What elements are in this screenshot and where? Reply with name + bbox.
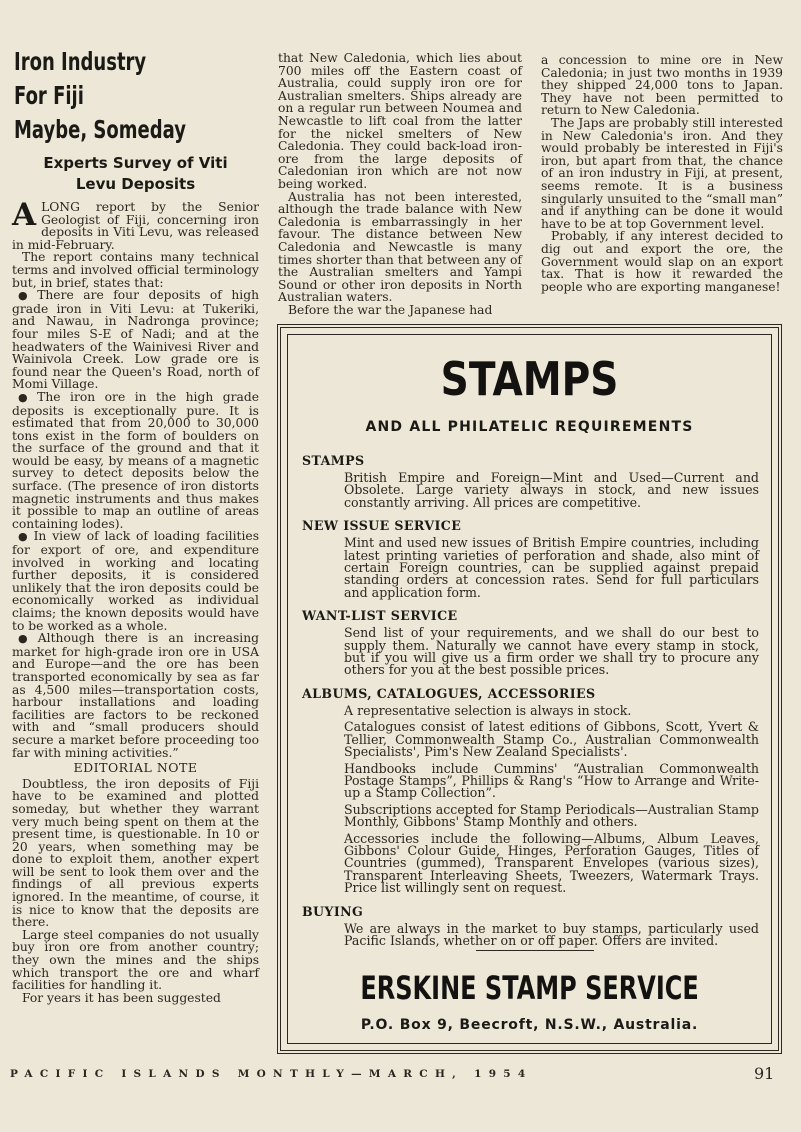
article-column-3 [541,54,783,293]
bullet-icon: ● [18,390,34,404]
ad-section-heading: STAMPS [302,453,365,468]
article-subhead [12,153,259,195]
ad-section-heading: BUYING [302,903,364,919]
ad-section-text: British Empire and Foreign—Mint and Used—Current and Obsolete. Large variety always in stock, and new issues constantly arriving. All prices are competitive. [344,470,759,510]
column-3-body [541,54,783,293]
bullet-paragraph [12,632,259,759]
page-footer-publication: PACIFIC ISLANDS MONTHLY—MARCH, 1954 [10,1068,533,1080]
bullet-text: In view of lack of loading facilities for export of ore, and expenditure involved in working and locating further deposits, it is considered unlikely that the iron deposits could be economically worked as individual claims; the known deposits would have to be worked as a whole. [12,529,259,633]
drop-cap: A [12,197,37,233]
ad-section-heading: NEW ISSUE SERVICE [302,518,462,534]
article-column-1 [12,46,259,1004]
paragraph: The Japs are probably still interested in New Caledonia's iron. And they would probably be interested in Fiji's iron, but apart from that, the chance of an iron industry in Fiji, at present, seems remote. It is a business singularly unsuited to the “small man” and if anything can be done it would have to be at top Government level. [541,115,783,231]
paragraph: a concession to mine ore in New Caledonia; in just two months in 1939 they shipped 24,000 tons to Japan. They have not been permitted to return to New Caledonia. [541,53,783,118]
ad-inner-border [287,334,772,1044]
ad-subtitle: AND ALL PHILATELIC REQUIREMENTS [365,419,694,435]
lead-paragraph [12,197,259,252]
bullet-text: The iron ore in the high grade deposits is exceptionally pure. It is estimated that from 20,000 to 30,000 tons exist in the form of boulders on the surface of the ground and that it would be easy, by means of a magnetic survey to detect deposits below the surface. (The presence of iron distorts magnetic instruments and thus makes it possible to map an outline of areas containing lodes). [12,389,259,531]
ad-section-text: Catalogues consist of latest editions of Gibbons, Scott, Yvert & Tellier, Commonwealth Stamp Co., Australian Commonwealth Specialists', Pim's New Zealand Specialists'. [344,719,759,760]
ad-section-text: Subscriptions accepted for Stamp Periodicals—Australian Stamp Monthly, Gibbons' Stamp Monthly and others. [344,801,759,830]
subhead-line-2: Levu Deposits [75,175,196,193]
editorial-note-heading: EDITORIAL NOTE [73,760,198,776]
bullet-paragraph [12,530,259,632]
article-column-2 [278,52,522,316]
ad-section [302,904,759,948]
bullet-text: Although there is an increasing market for high-grade iron ore in USA and Europe—and the ore has been transported economically by sea as far as 4,500 miles—transportation costs, harbour installations and loading facilities are factors to be reckoned with and “small producers should secure a market before proceeding too far with mining activities.” [12,631,259,760]
headline-line-3: Maybe, Someday [14,115,186,144]
ad-section-heading: ALBUMS, CATALOGUES, ACCESSORIES [302,685,596,701]
ad-title [288,353,771,405]
paragraph: Doubtless, the iron deposits of Fiji have to be examined and plotted someday, but whether they warrant very much being spent on them at the present time, is questionable. In 10 or 20 years, when something may be done to exploit them, another expert will be sent to look them over and the findings of all previous experts ignored. In the meantime, of course, it is nice to know that the deposits are there. [12,776,259,930]
paragraph: Probably, if any interest decided to dig out and export the ore, the Government would slap on an export tax. That is how it rewarded the people who are exporting manganese! [541,229,783,294]
ad-section-heading: WANT-LIST SERVICE [302,608,458,624]
bullet-paragraph [12,391,259,531]
headline-line-2: For Fiji [14,81,84,110]
paragraph: Before the war the Japanese had [288,302,493,317]
ad-section-text: We are always in the market to buy stamps, particularly used Pacific Islands, whether on or off paper. Offers are invited. [344,920,759,948]
ad-section-text: Send list of your requirements, and we shall do our best to supply them. Naturally we cannot have every stamp in stock, but if you will give us a firm order we shall try to procure any others for you at the best possible prices. [344,625,759,678]
ad-brand [288,969,771,1007]
ad-title-text: STAMPS [440,352,619,406]
subhead-line-1: Experts Survey of Viti [43,154,228,172]
ad-section [302,608,759,677]
bullet-icon: ● [18,530,30,544]
column-2-body [278,52,522,316]
ad-section-text: A representative selection is always in stock. [344,702,632,718]
page-number: 91 [754,1064,775,1083]
ad-brand-text: ERSKINE STAMP SERVICE [360,969,699,1007]
headline-line-1: Iron Industry [14,47,147,76]
paragraph: Large steel companies do not usually buy iron ore from another country; they own the mines and the ships which transport the ore and wharf facilities for handling it. [12,927,259,993]
bullet-text: There are four deposits of high grade iron in Viti Levu: at Tukeriki, and Nawau, in Nadronga province; four miles S-E of Nadi; and at the headwaters of the Wainivesi River and Wainivola Creek. Low grade ore is found near the Queen's Road, north of Momi Village. [12,288,259,392]
bullet-icon: ● [18,632,34,646]
ad-sections [302,453,759,956]
ad-section-text: Mint and used new issues of British Empire countries, including latest printing varieties of perforation and shade, also mint of certain Foreign countries, can be supplied against prepaid standing orders at concession rates. Send for full particulars and application form. [344,535,759,600]
ad-section-text: Handbooks include Cummins' “Australian Commonwealth Postage Stamps”, Phillips & Rang's “How to Arrange and Write-up a Stamp Collection”. [344,760,759,801]
ad-section [302,686,759,895]
paragraph: Australia has not been interested, although the trade balance with New Caledonia is embarrassingly in her favour. The distance between New Caledonia and Newcastle is many times shorter than that between any of the Australian smelters and Yampi Sound or other iron deposits in North Australian waters. [278,189,522,305]
ad-section [302,518,759,599]
ad-address: P.O. Box 9, Beecroft, N.S.W., Australia. [360,1017,699,1033]
column-1-body [12,197,259,1005]
bullet-paragraph [12,289,259,391]
paragraph: The report contains many technical terms and involved official terminology but, in brief, states that: [12,250,259,290]
bullet-icon: ● [18,289,34,303]
paragraph: For years it has been suggested [22,990,221,1005]
ad-section [302,453,759,509]
lead-paragraph-text: LONG report by the Senior Geologist of Fiji, concerning iron deposits in Viti Levu, was released in mid-February. [12,200,259,252]
ad-section-text: Accessories include the following—Albums, Album Leaves, Gibbons' Colour Guide, Hinges, Perforation Gauges, Titles of Countries (gummed), Transparent Envelopes (various sizes), Transparent Interleaving Sheets, Tweezers, Watermark Trays. Price list willingly sent on request. [344,830,759,896]
stamp-advertisement [277,324,782,1054]
ad-divider [476,950,594,951]
paragraph: that New Caledonia, which lies about 700 miles off the Eastern coast of Australia, could supply iron ore for Australian smelters. Ships already are on a regular run between Noumea and Newcastle to lift coal from the latter for the nickel smelters of New Caledonia. They could back-load iron-ore from the large deposits of Caledonian iron which are not now being worked. [278,51,522,191]
